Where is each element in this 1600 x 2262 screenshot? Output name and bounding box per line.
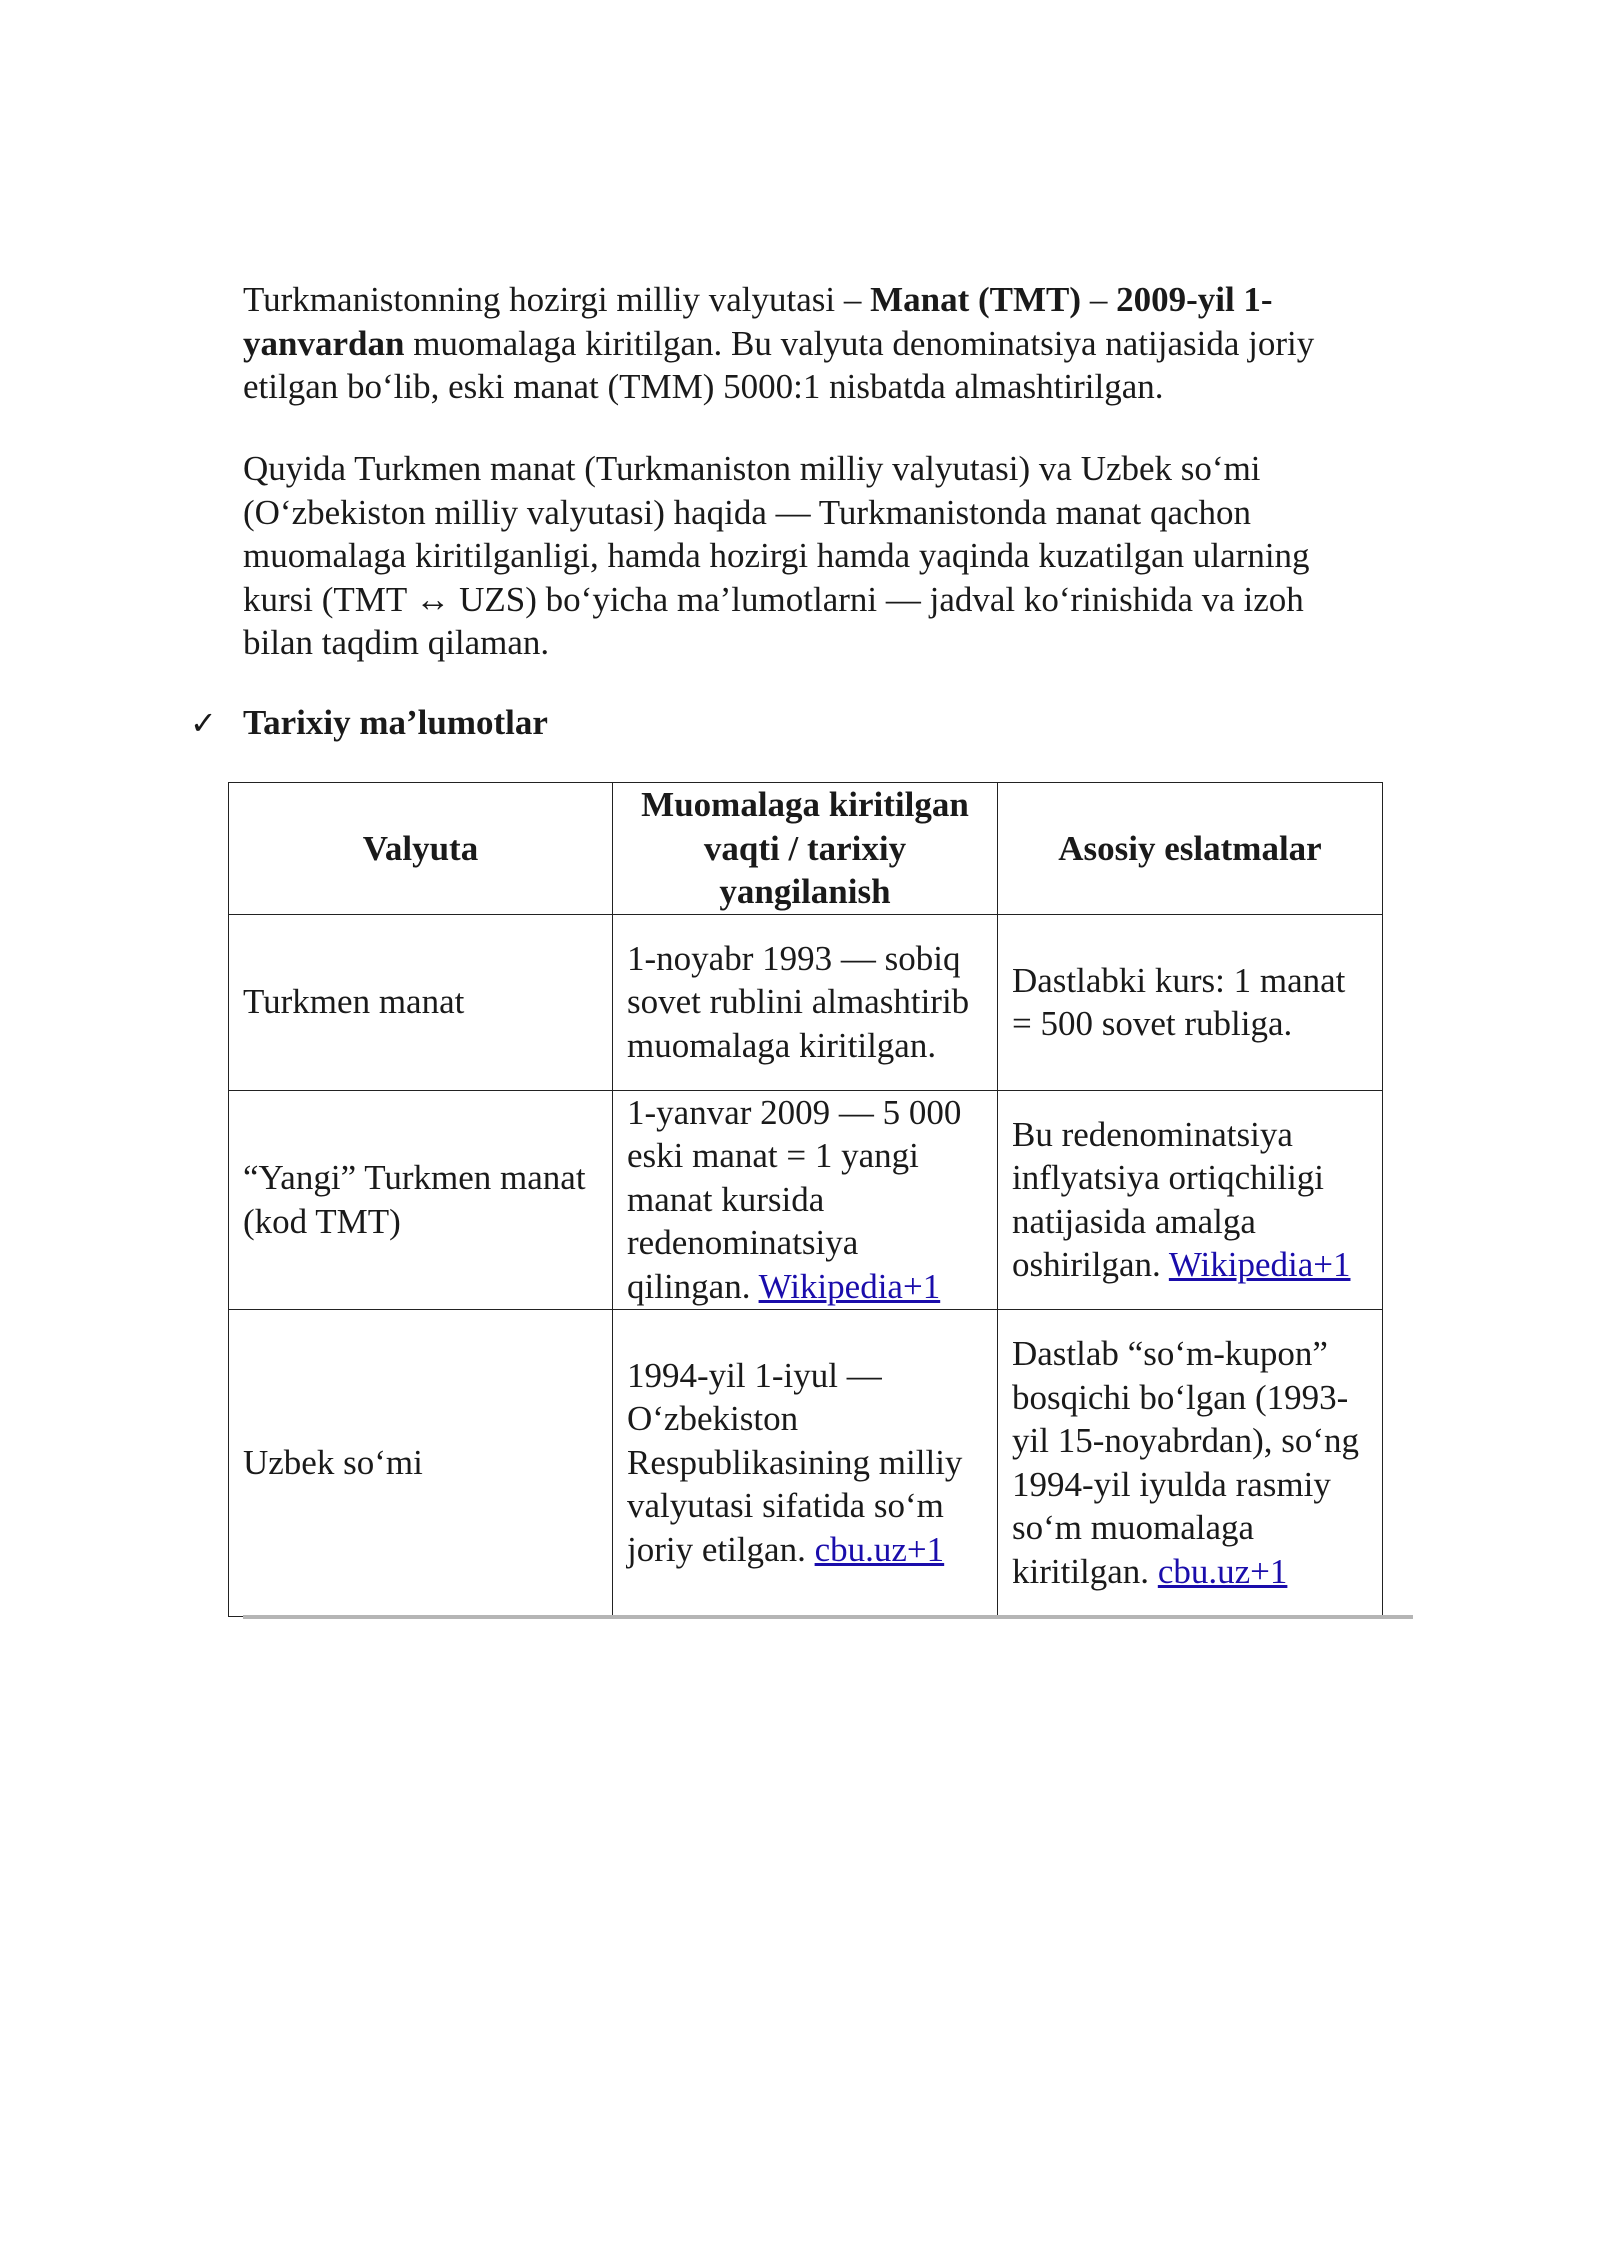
section-heading-text: Tarixiy ma’lumotlar: [243, 703, 548, 742]
intro-paragraph-1: Turkmanistonning hozirgi milliy valyutasi – Manat (TMT) – 2009-yil 1-yanvardan muomalaga kiritilgan. Bu valyuta denominatsiya natijasida joriy etilgan bo‘lib, eski manat (TMM) 5000:1 nisbatda almashtirilgan.: [243, 280, 1315, 406]
cell-note: Dastlab “so‘m-kupon” bosqichi bo‘lgan (1993-yil 15-noyabrdan), so‘ng 1994-yil iyulda rasmiy so‘m muomalaga kiritilgan. cbu.uz+1: [998, 1309, 1383, 1616]
source-link-wikipedia[interactable]: Wikipedia+1: [758, 1266, 941, 1306]
header-notes: Asosiy eslatmalar: [998, 783, 1383, 915]
header-introduction-date: Muomalaga kiritilgan vaqti / tarixiy yangilanish: [613, 783, 998, 915]
section-heading: [190, 701, 548, 745]
introduction-date-bold: 2009-yil 1-yanvardan: [243, 280, 1273, 363]
table-row: [229, 914, 1383, 1090]
table-header-row: [229, 783, 1383, 915]
table-row: [229, 1309, 1383, 1616]
cell-note: Bu redenominatsiya inflyatsiya ortiqchiligi natijasida amalga oshirilgan. Wikipedia+1: [998, 1090, 1383, 1309]
cell-currency: “Yangi” Turkmen manat (kod TMT): [229, 1090, 613, 1309]
table-row: [229, 1090, 1383, 1309]
currency-name-bold: Manat (TMT): [870, 280, 1082, 319]
source-link-cbu[interactable]: cbu.uz+1: [814, 1529, 945, 1569]
cell-date: 1-noyabr 1993 — sobiq sovet rublini almashtirib muomalaga kiritilgan.: [613, 914, 998, 1090]
source-link-wikipedia[interactable]: Wikipedia+1: [1168, 1245, 1351, 1284]
header-currency: Valyuta: [229, 783, 613, 915]
intro-paragraph-2: Quyida Turkmen manat (Turkmaniston milliy valyutasi) va Uzbek so‘mi (O‘zbekiston milliy valyutasi) haqida — Turkmanistonda manat qachon muomalaga kiritilganligi, hamda hozirgi hamda yaqinda kuzatilgan ularning kursi (TMT ↔ UZS) bo‘yicha ma’lumotlarni — jadval ko‘rinishida va izoh bilan taqdim qilaman.: [243, 449, 1310, 662]
cell-currency: Turkmen manat: [229, 914, 613, 1090]
checkmark-icon: ✓: [190, 704, 217, 742]
table-shadow-divider: [243, 1615, 1413, 1619]
source-link-cbu[interactable]: cbu.uz+1: [1157, 1551, 1288, 1591]
cell-currency: Uzbek so‘mi: [229, 1309, 613, 1616]
cell-date: 1-yanvar 2009 — 5 000 eski manat = 1 yangi manat kursida redenominatsiya qilingan. Wikipedia+1: [613, 1090, 998, 1309]
cell-date: 1994-yil 1-iyul — O‘zbekiston Respublikasining milliy valyutasi sifatida so‘m joriy etilgan. cbu.uz+1: [613, 1309, 998, 1616]
cell-note: Dastlabki kurs: 1 manat = 500 sovet rubliga.: [998, 914, 1383, 1090]
history-table: [228, 782, 1383, 1617]
